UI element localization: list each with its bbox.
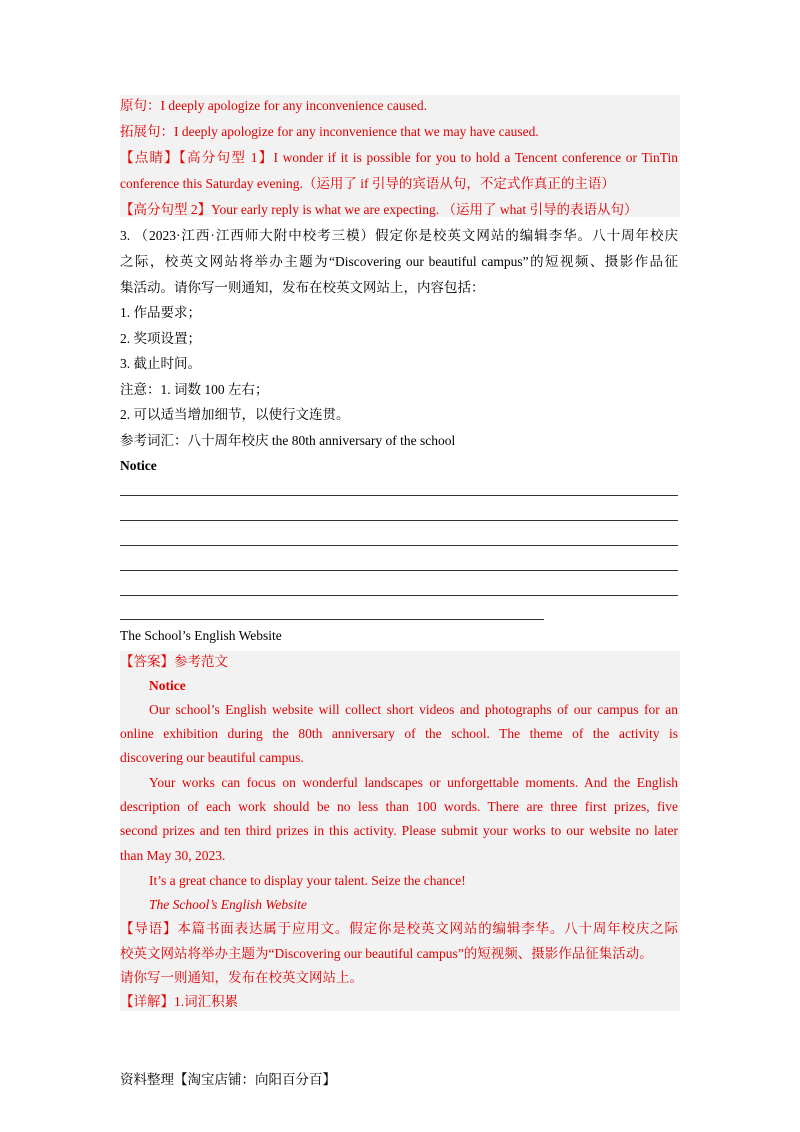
guide-line-3: 请你写一则通知，发布在校英文网站上。: [120, 970, 363, 985]
writing-line: [120, 619, 544, 620]
requirement-item-1: 1. 作品要求；: [120, 305, 201, 320]
answer-p2-line4: than May 30, 2023.: [120, 848, 226, 863]
answer-p2-line2: description of each work should be no less than 100 words. There are three first prizes, five: [120, 799, 678, 814]
answer-p2-line1: Your works can focus on wonderful landscapes or unforgettable moments. And the English: [149, 775, 678, 790]
answer-p1-line1: Our school’s English website will collect short videos and photographs of our campus for an: [149, 702, 678, 717]
note-line-1: 注意：1. 词数 100 左右；: [120, 382, 269, 397]
answer-notice-title: Notice: [149, 678, 186, 693]
vocabulary-hint: 参考词汇：八十周年校庆 the 80th anniversary of the school: [120, 433, 456, 448]
answer-p3: It’s a great chance to display your talent. Seize the chance!: [149, 873, 466, 888]
answer-p1-line2: online exhibition during the 80th anniversary of the school. The theme of the activity is: [120, 726, 678, 741]
answer-signature: The School’s English Website: [149, 897, 307, 912]
question-line-2: 之际，校英文网站将举办主题为“Discovering our beautiful campus”的短视频、摄影作品征: [120, 254, 678, 269]
highlight-pattern-1-line1: 【点睛】【高分句型 1】I wonder if it is possible for you to hold a Tencent conference or TinTin: [120, 150, 678, 165]
requirement-item-2: 2. 奖项设置；: [120, 331, 201, 346]
answer-label: 【答案】参考范文: [120, 654, 228, 669]
highlight-pattern-2: 【高分句型 2】Your early reply is what we are expecting. （运用了 what 引导的表语从句）: [120, 202, 638, 217]
writing-line: [120, 570, 678, 571]
guide-line-1: 【导语】本篇书面表达属于应用文。假定你是校英文网站的编辑李华。八十周年校庆之际: [120, 921, 678, 936]
highlight-pattern-1-line2: conference this Saturday evening.（运用了 if 引导的宾语从句，不定式作真正的主语）: [120, 176, 615, 191]
writing-line: [120, 545, 678, 546]
writing-line: [120, 520, 678, 521]
writing-line: [120, 495, 678, 496]
question-line-1: 3. （2023·江西·江西师大附中校考三模）假定你是校英文网站的编辑李华。八十周年校庆: [120, 228, 678, 243]
extended-sentence: 拓展句：I deeply apologize for any inconvenience that we may have caused.: [120, 124, 539, 139]
question-line-3: 集活动。请你写一则通知，发布在校英文网站上，内容包括：: [120, 280, 485, 295]
note-line-2: 2. 可以适当增加细节，以使行文连贯。: [120, 407, 350, 422]
requirement-item-3: 3. 截止时间。: [120, 356, 201, 371]
page-footer: 资料整理【淘宝店铺：向阳百分百】: [120, 1072, 336, 1087]
detail-heading: 【详解】1.词汇积累: [120, 994, 239, 1009]
guide-line-2: 校英文网站将举办主题为“Discovering our beautiful campus”的短视频、摄影作品征集活动。: [120, 946, 653, 961]
question-signature: The School’s English Website: [120, 628, 282, 643]
answer-p2-line3: second prizes and ten third prizes in this activity. Please submit your works to our website no later: [120, 823, 678, 838]
notice-heading: Notice: [120, 458, 157, 473]
answer-p1-line3: discovering our beautiful campus.: [120, 750, 304, 765]
writing-line: [120, 595, 678, 596]
original-sentence: 原句：I deeply apologize for any inconvenience caused.: [120, 98, 428, 113]
